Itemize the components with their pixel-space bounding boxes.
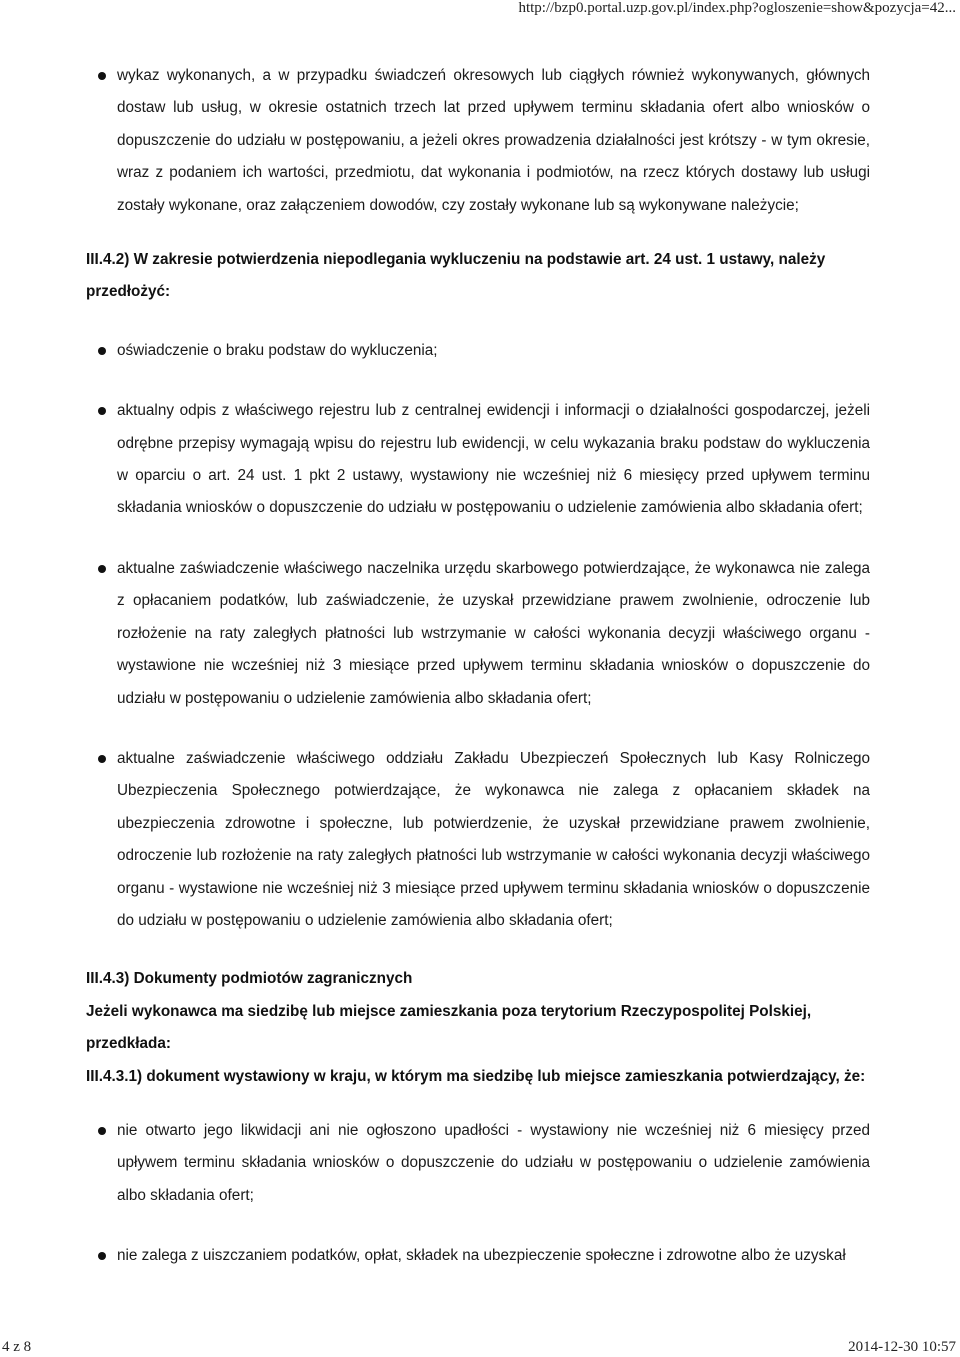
list-item: nie zalega z uiszczaniem podatków, opłat, składek na ubezpieczenie społeczne i zdrowotne albo że uzyskał <box>86 1240 870 1272</box>
section-subheading-foreign: Jeżeli wykonawca ma siedzibę lub miejsce zamieszkania poza terytorium Rzeczypospolitej Polskiej, przedkłada: <box>86 1002 812 1053</box>
list-item: oświadczenie o braku podstaw do wykluczenia; <box>86 335 870 367</box>
experience-list <box>86 60 870 222</box>
exclusion-documents-list <box>86 335 870 938</box>
list-item: aktualne zaświadczenie właściwego naczelnika urzędu skarbowego potwierdzające, że wykonawca nie zalega z opłacaniem podatków, lub zaświadczenie, że uzyskał przewidziane prawem zwolnienie, odroczenie lub rozłożenie na raty zaległych płatności lub wstrzymanie w całości wykonania decyzji właściwego organu - wystawione nie wcześniej niż 3 miesiące przed upływem terminu składania wniosków o dopuszczenie do udziału w postępowaniu o udzielenie zamówienia albo składania ofert; <box>86 553 870 715</box>
document-body <box>86 58 870 1273</box>
page-number: 4 z 8 <box>2 1339 32 1355</box>
section-subheading-document: III.4.3.1) dokument wystawiony w kraju, w którym ma siedzibę lub miejsce zamieszkania potwierdzający, że: <box>86 1067 866 1085</box>
foreign-documents-list <box>86 1115 870 1273</box>
section-heading-exclusion: III.4.2) W zakresie potwierdzenia niepodlegania wykluczeniu na podstawie art. 24 ust. 1 ustawy, należy przedłożyć: <box>86 251 826 301</box>
list-item: wykaz wykonanych, a w przypadku świadczeń okresowych lub ciągłych również wykonywanych, głównych dostaw lub usług, w okresie ostatnich trzech lat przed upływem terminu składania ofert albo wniosków o dopuszczenie do udziału w postępowaniu, a jeżeli okres prowadzenia działalności jest krótszy - w tym okresie, wraz z podaniem ich wartości, przedmiotu, dat wykonania i podmiotów, na rzecz których dostawy lub usługi zostały wykonane, oraz załączeniem dowodów, czy zostały wykonane lub są wykonywane należycie; <box>86 60 870 222</box>
list-item: nie otwarto jego likwidacji ani nie ogłoszono upadłości - wystawiony nie wcześniej niż 6 miesięcy przed upływem terminu składania wniosków o dopuszczenie do udziału w postępowaniu o udzielenie zamówienia albo składania ofert; <box>86 1115 870 1212</box>
page-url-header: http://bzp0.portal.uzp.gov.pl/index.php?ogloszenie=show&pozycja=42... <box>518 0 956 16</box>
print-datetime: 2014-12-30 10:57 <box>848 1339 956 1355</box>
list-item: aktualne zaświadczenie właściwego oddziału Zakładu Ubezpieczeń Społecznych lub Kasy Rolniczego Ubezpieczenia Społecznego potwierdzające, że wykonawca nie zalega z opłacaniem składek na ubezpieczenia zdrowotne i społeczne, lub potwierdzenie, że uzyskał przewidziane prawem zwolnienie, odroczenie lub rozłożenie na raty zaległych płatności lub wstrzymanie w całości wykonania decyzji właściwego organu - wystawione nie wcześniej niż 3 miesiące przed upływem terminu składania wniosków o dopuszczenie do udziału w postępowaniu o udzielenie zamówienia albo składania ofert; <box>86 743 870 937</box>
section-heading-foreign: III.4.3) Dokumenty podmiotów zagranicznych <box>86 970 413 988</box>
list-item: aktualny odpis z właściwego rejestru lub z centralnej ewidencji i informacji o działalności gospodarczej, jeżeli odrębne przepisy wymagają wpisu do rejestru lub ewidencji, w celu wykazania braku podstaw do wykluczenia w oparciu o art. 24 ust. 1 pkt 2 ustawy, wystawiony nie wcześniej niż 6 miesięcy przed upływem terminu składania wniosków o dopuszczenie do udziału w postępowaniu o udzielenie zamówienia albo składania ofert; <box>86 395 870 525</box>
